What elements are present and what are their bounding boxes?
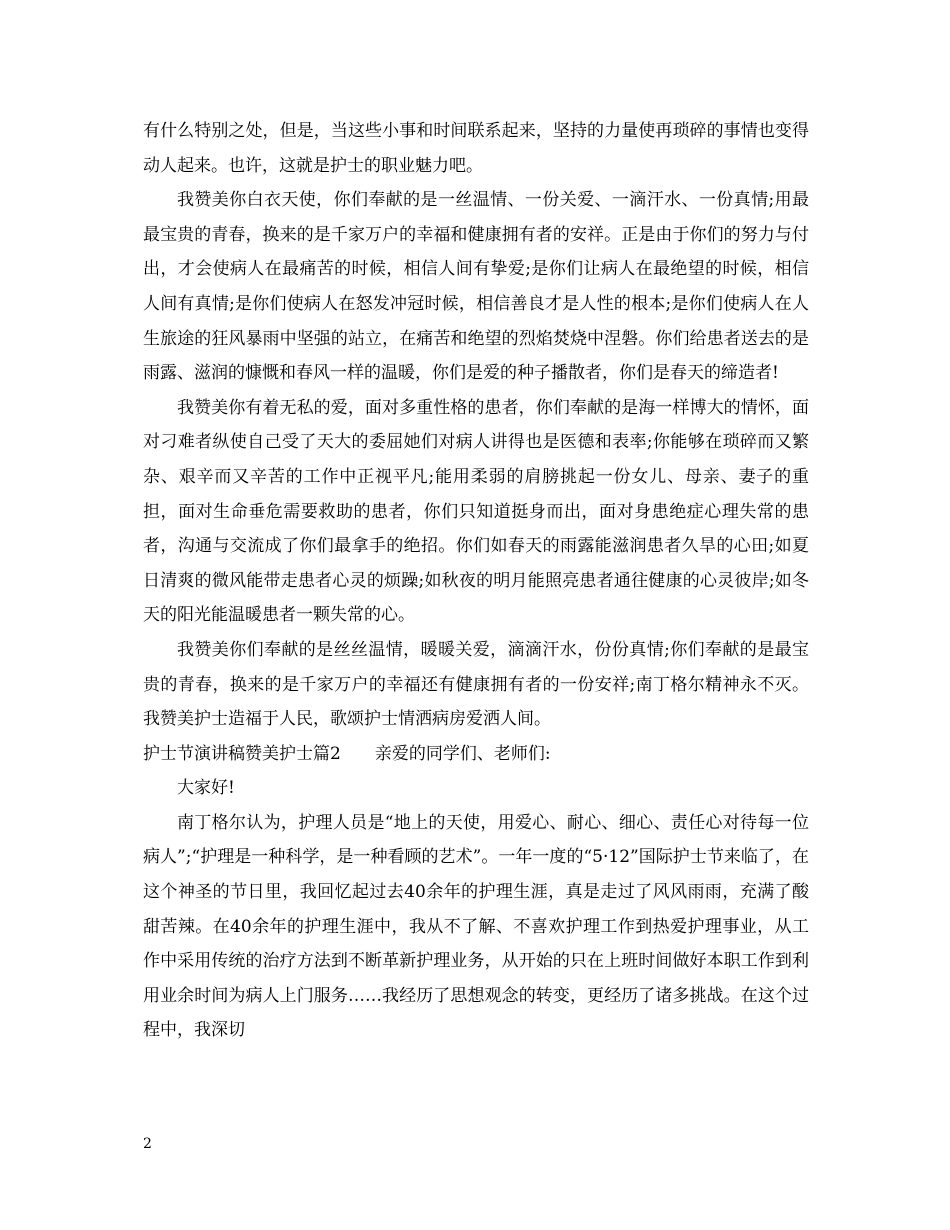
greeting: 大家好!	[177, 778, 235, 799]
paragraph-white-angel: 我赞美你白衣天使，你们奉献的是一丝温情、一份关爱、一滴汗水、一份真情;用最最宝贵的青春，换来的是千家万户的幸福和健康拥有者的安祥。正是由于你们的努力与付出，才会使病人在最痛苦的时候，相信人间有挚爱;是你们让病人在最绝望的时候，相信人间有真情;是你们使病人在怒发冲冠时候，相信善良才是人性的根本;是你们使病人在人生旅途的狂风暴雨中坚强的站立，在痛苦和绝望的烈焰焚烧中涅磐。你们给患者送去的是雨露、滋润的慷慨和春风一样的温暖，你们是爱的种子播散者，你们是春天的缔造者!	[143, 190, 809, 384]
paragraph-selfless-love: 我赞美你有着无私的爱，面对多重性格的患者，你们奉献的是海一样博大的情怀，面对刁难者纵使自己受了天大的委屈她们对病人讲得也是医德和表率;你能够在琐碎而又繁杂、艰辛而又辛苦的工作中正视平凡;能用柔弱的肩膀挑起一份女儿、母亲、妻子的重担，面对生命垂危需要救助的患者，你们只知道挺身而出，面对身患绝症心理失常的患者，沟通与交流成了你们最拿手的绝招。你们如春天的雨露能滋润患者久旱的心田;如夏日清爽的微风能带走患者心灵的烦躁;如秋夜的明月能照亮患者通往健康的心灵彼岸;如冬天的阳光能温暖患者一颗失常的心。	[143, 397, 809, 626]
section-heading-line	[143, 737, 809, 772]
body-text	[143, 114, 809, 1048]
paragraph-devotion: 我赞美你们奉献的是丝丝温情，暖暖关爱，滴滴汗水，份份真情;你们奉献的是最宝贵的青春，换来的是千家万户的幸福还有健康拥有者的一份安祥;南丁格尔精神永不灭。我赞美护士造福于人民，歌颂护士情洒病房爱洒人间。	[143, 639, 809, 730]
page-number: 2	[143, 1136, 152, 1152]
salutation: 亲爱的同学们、老师们:	[374, 743, 551, 764]
paragraph-nightingale: 南丁格尔认为，护理人员是“地上的天使，用爱心、耐心、细心、责任心对待每一位病人”;“护理是一种科学，是一种看顾的艺术”。一年一度的“5·12”国际护士节来临了，在这个神圣的节日里，我回忆起过去40余年的护理生涯，真是走过了风风雨雨，充满了酸甜苦辣。在40余年的护理生涯中，我从不了解、不喜欢护理工作到热爱护理事业，从工作中采用传统的治疗方法到不断革新护理业务，从开始的只在上班时间做好本职工作到利用业余时间为病人上门服务……我经历了思想观念的转变，更经历了诸多挑战。在这个过程中，我深切	[143, 812, 809, 1041]
paragraph-continued: 有什么特别之处，但是，当这些小事和时间联系起来，坚持的力量使再琐碎的事情也变得动人起来。也许，这就是护士的职业魅力吧。	[143, 121, 809, 176]
section-title: 护士节演讲稿赞美护士篇2	[143, 743, 341, 764]
